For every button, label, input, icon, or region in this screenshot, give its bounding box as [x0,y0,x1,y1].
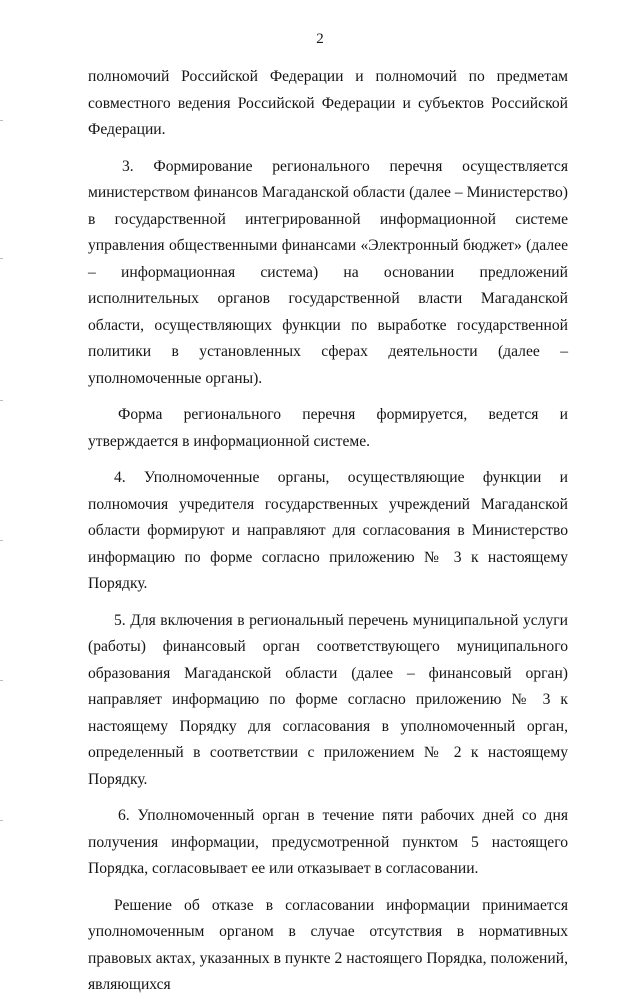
paragraph-6: 6. Уполномоченный орган в течение пяти рабочих дней со дня получения информации, предусмотренной пунктом 5 настоящего Порядка, согласовывает ее или отказывает в согласовании. [88,807,568,877]
paragraph-5: 5. Для включения в региональный перечень муниципальной услуги (работы) финансовый орган соответствующего муниципального образования Магаданской области (далее – финансовый орган) направляет информацию по форме согласно приложению № 3 к настоящему Порядку для согласования в уполномоченный орган, определенный в соответствии с приложением № 2 к настоящему Порядку. [88,611,568,788]
paragraph-7: Решение об отказе в согласовании информации принимается уполномоченным органом в случае отсутствия в нормативных правовых актах, указанных в пункте 2 настоящего Порядка, положений, являющихся [88,896,568,993]
document-body [88,64,568,999]
scan-edge-mark [0,400,3,401]
paragraph-2: 3. Формирование регионального перечня осуществляется министерством финансов Магаданской области (далее – Министерство) в государственной интегрированной информационной системе управления общественными финансами «Электронный бюджет» (далее – информационная система) на основании предложений исполнительных органов государственной власти Магаданской области, осуществляющих функции по выработке государственной политики в установленных сферах деятельности (далее – уполномоченные органы). [88,157,568,387]
paragraph-3: Форма регионального перечня формируется, ведется и утверждается в информационной системе. [88,406,568,450]
page-number: 2 [316,31,324,47]
paragraph-4: 4. Уполномоченные органы, осуществляющие функции и полномочия учредителя государственных учреждений Магаданской области формируют и направляют для согласования в Министерство информацию по форме согласно приложению № 3 к настоящему Порядку. [88,469,568,592]
scan-edge-mark [0,258,3,259]
paragraph-1: полномочий Российской Федерации и полномочий по предметам совместного ведения Российской Федерации и субъектов Российской Федерации. [88,68,568,138]
scan-edge-mark [0,680,3,681]
scan-edge-mark [0,120,3,121]
scan-edge-mark [0,820,3,821]
scan-edge-mark [0,540,3,541]
